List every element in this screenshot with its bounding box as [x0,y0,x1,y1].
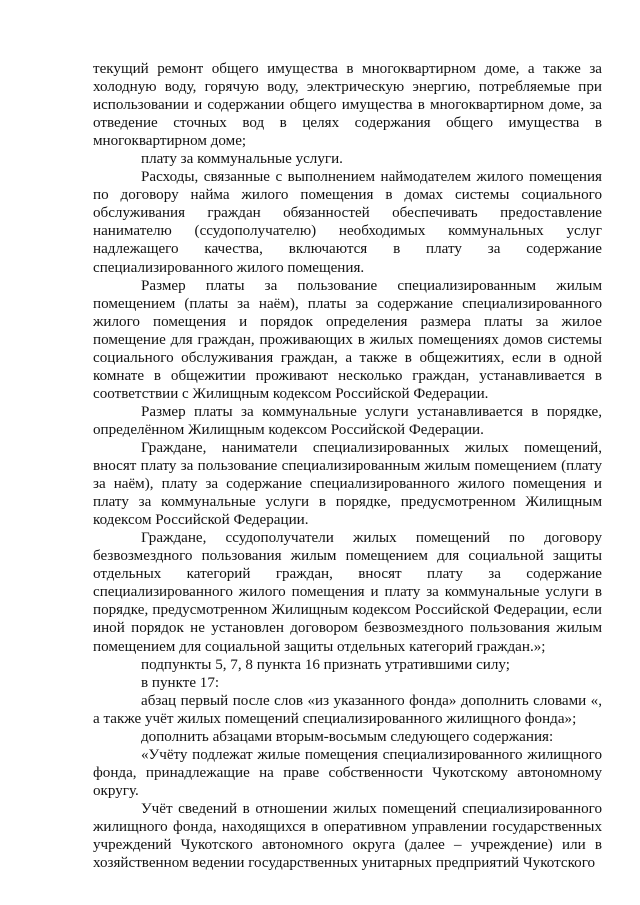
paragraph-utilities-amount: Размер платы за коммунальные услуги устанавливается в порядке, определённом Жилищным кодексом Российской Федерации. [93,403,602,438]
paragraph-subitems-repealed: подпункты 5, 7, 8 пункта 16 признать утратившими силу; [141,656,510,673]
paragraph-fee-amount: Размер платы за пользование специализированным жилым помещением (платы за наём), платы за содержание специализированного жилого помещения и порядок определения размера платы за жилое помещение для граждан, проживающих в жилых помещениях домов системы социального обслуживания граждан, а также в общежитиях, если в одной комнате в общежитии проживают несколько граждан, устанавливается в соответствии с Жилищным кодексом Российской Федерации. [93,277,602,402]
paragraph-add-paragraphs: дополнить абзацами вторым-восьмым следующего содержания: [141,728,554,745]
document-body [93,60,602,872]
paragraph-borrowers: Граждане, ссудополучатели жилых помещений по договору безвозмездного пользования жилым помещением для социальной защиты отдельных категорий граждан, вносят плату за содержание специализированного жилого помещения и плату за коммунальные услуги в порядке, предусмотренном Жилищным кодексом Российской Федерации, если иной порядок не установлен договором безвозмездного пользования жилым помещением для социальной защиты отдельных категорий граждан.»; [93,530,602,655]
paragraph-accounting: Учёт сведений в отношении жилых помещений специализированного жилищного фонда, находящихся в оперативном управлении государственных учреждений Чукотского автономного округа (далее – учреждение) или в хозяйственном ведении государственных унитарных предприятий Чукотского [93,800,602,872]
paragraph-tenants: Граждане, наниматели специализированных жилых помещений, вносят плату за пользование специализированным жилым помещением (плату за наём), плату за содержание специализированного жилого помещения и плату за коммунальные услуги в порядке, предусмотренном Жилищным кодексом Российской Федерации. [93,439,602,529]
paragraph-quote-start: «Учёту подлежат жилые помещения специализированного жилищного фонда, принадлежащие на праве собственности Чукотскому автономному округу. [93,746,602,799]
paragraph-first-paragraph-amend: абзац первый после слов «из указанного фонда» дополнить словами «, а также учёт жилых помещений специализированного жилищного фонда»; [93,692,602,727]
paragraph-item-17: в пункте 17: [141,674,220,691]
paragraph-utilities-fee: плату за коммунальные услуги. [141,151,343,168]
paragraph-continuation: текущий ремонт общего имущества в многоквартирном доме, а также за холодную воду, горячую воду, электрическую энергию, потребляемые при использовании и содержании общего имущества в многоквартирном доме, за отведение сточных вод в целях содержания общего имущества в многоквартирном доме; [93,61,602,150]
paragraph-expenses: Расходы, связанные с выполнением наймодателем жилого помещения по договору найма жилого помещения в домах системы социального обслуживания граждан обязанностей обеспечивать предоставление нанимателю (ссудополучателю) необходимых коммунальных услуг надлежащего качества, включаются в плату за содержание специализированного жилого помещения. [93,169,602,276]
